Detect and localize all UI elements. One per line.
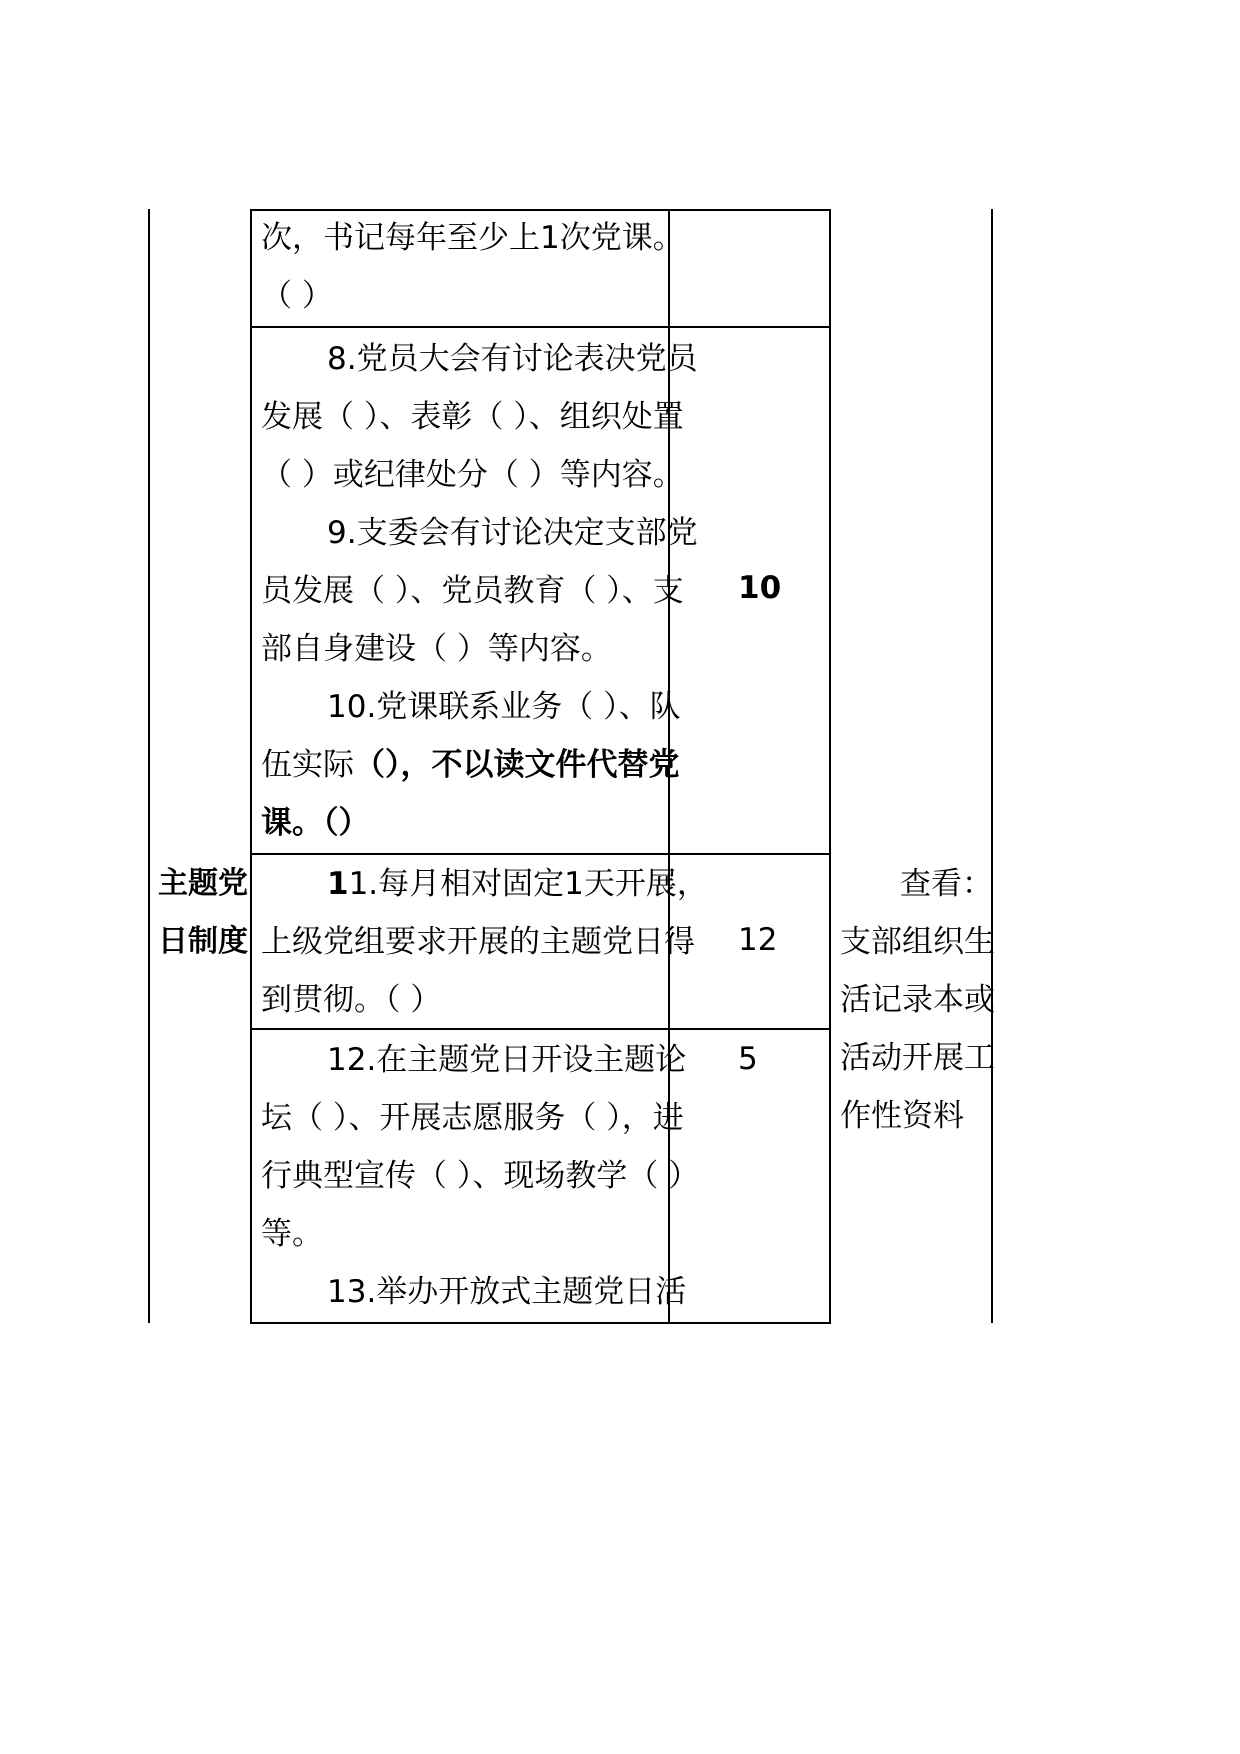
item-11-line: 上级党组要求开展的主题党日得 — [261, 924, 695, 960]
row-1-content — [261, 209, 684, 325]
item-8-line: （ ）或纪律处分（ ）等内容。 — [261, 457, 684, 493]
check-method-line: 查看： — [900, 866, 993, 902]
item-9-line: 员发展（ ）、党员教育（ ）、支 — [261, 573, 684, 609]
row-divider-1 — [250, 326, 831, 328]
table-right-border — [991, 209, 993, 1323]
category-label-line1: 主题党 — [158, 866, 248, 901]
row-bottom-border — [250, 1322, 831, 1324]
score-right-border — [829, 209, 831, 1324]
content-left-border — [250, 209, 252, 1324]
category-label-line2: 日制度 — [158, 924, 248, 959]
item-11-line — [261, 855, 708, 913]
row-2-score: 10 — [738, 570, 782, 606]
row-2-content — [261, 330, 698, 852]
item-13-line: 13.举办开放式主题党日活 — [327, 1274, 687, 1310]
item-10-bold-text: （），不以读文件代替党 — [354, 747, 680, 783]
category-label — [158, 855, 248, 971]
item-11-bold-lead: 1 — [327, 866, 349, 902]
item-11-line: 到贯彻。（ ） — [261, 982, 442, 1018]
check-method-line: 作性资料 — [840, 1098, 964, 1134]
table-left-border — [148, 209, 150, 1323]
item-11-text: 1.每月相对固定1天开展， — [348, 866, 708, 902]
item-10-line — [261, 736, 698, 794]
row-1-line: 次，书记每年至少上1次党课。 — [261, 220, 684, 256]
item-10-text: 伍实际 — [261, 747, 354, 783]
item-12-line: 行典型宣传（ ）、现场教学（ ） — [261, 1158, 700, 1194]
item-12-line: 等。 — [261, 1216, 323, 1252]
item-9-line: 部自身建设（ ）等内容。 — [261, 631, 612, 667]
item-10-bold-line: 课。（） — [261, 805, 370, 841]
item-8-line: 8.党员大会有讨论表决党员 — [327, 341, 698, 377]
row-3-score: 12 — [738, 922, 778, 958]
item-10-line: 10.党课联系业务（ ）、队 — [327, 689, 681, 725]
item-8-line: 发展（ ）、表彰（ ）、组织处置 — [261, 399, 684, 435]
check-method — [840, 855, 995, 1145]
row-1-line: （ ） — [261, 278, 333, 314]
check-method-line: 活记录本或 — [840, 982, 995, 1018]
item-9-line: 9.支委会有讨论决定支部党 — [327, 515, 698, 551]
item-12-line: 坛（ ）、开展志愿服务（ ），进 — [261, 1100, 684, 1136]
item-12-line: 12.在主题党日开设主题论 — [327, 1042, 687, 1078]
check-method-line: 活动开展工 — [840, 1040, 995, 1076]
row-4-score: 5 — [738, 1041, 758, 1077]
row-3-content — [261, 855, 708, 1029]
row-4-content — [261, 1031, 699, 1321]
check-method-line: 支部组织生 — [840, 924, 995, 960]
